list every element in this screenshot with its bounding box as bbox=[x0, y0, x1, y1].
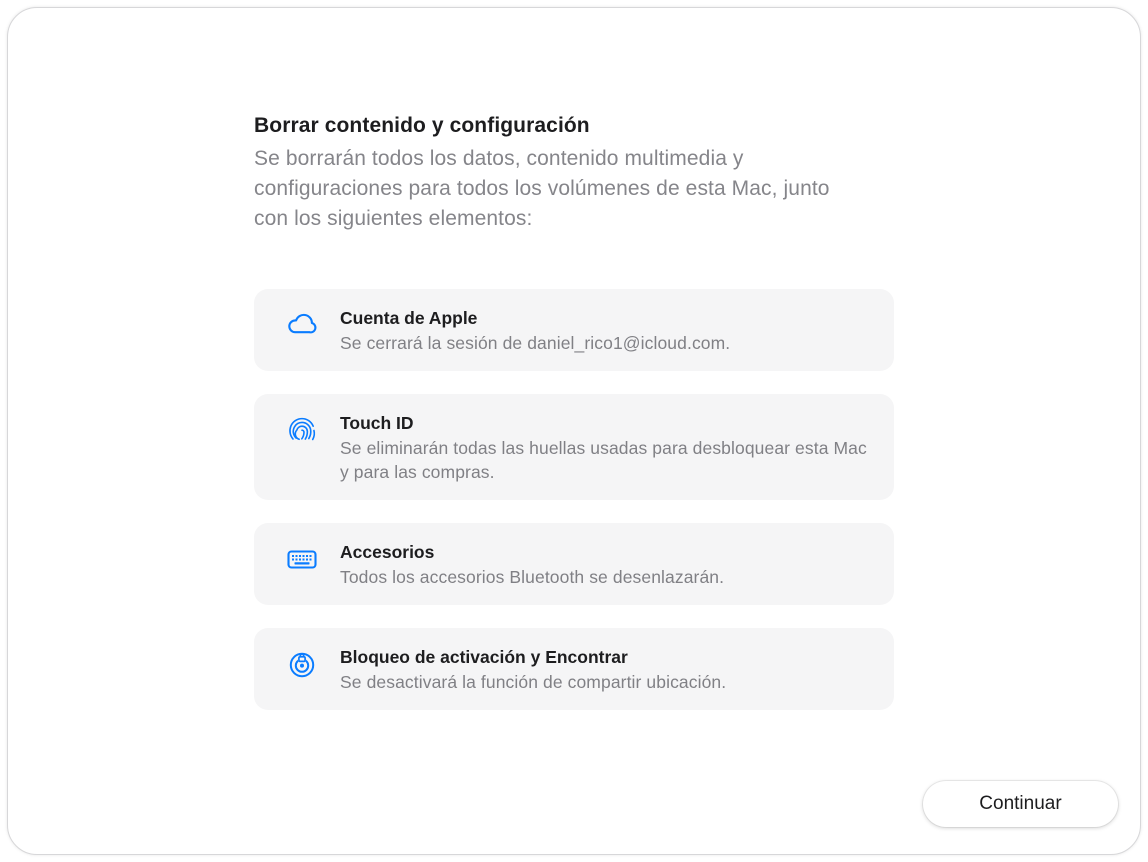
item-description: Se desactivará la función de compartir ubicación. bbox=[340, 672, 727, 692]
item-title: Touch ID bbox=[340, 413, 414, 433]
continue-button[interactable]: Continuar bbox=[923, 781, 1118, 827]
item-description: Se eliminarán todas las huellas usadas para desbloquear esta Mac y para las compras. bbox=[340, 438, 867, 482]
item-title: Bloqueo de activación y Encontrar bbox=[340, 647, 628, 667]
list-item-touch-id bbox=[254, 394, 894, 500]
erased-items-list bbox=[254, 289, 894, 710]
list-item-accessories bbox=[254, 523, 894, 605]
icloud-icon bbox=[284, 304, 320, 346]
erase-content-section bbox=[254, 112, 914, 733]
touch-id-icon bbox=[284, 409, 320, 451]
item-title: Cuenta de Apple bbox=[340, 308, 478, 328]
keyboard-icon bbox=[284, 538, 320, 580]
find-my-icon bbox=[284, 643, 320, 685]
item-text bbox=[340, 642, 726, 694]
item-text bbox=[340, 408, 870, 484]
page-title: Borrar contenido y configuración bbox=[254, 114, 590, 137]
page-description: Se borrarán todos los datos, contenido multimedia y configuraciones para todos los volúmenes de esta Mac, junto con los siguientes elementos: bbox=[254, 147, 830, 230]
list-item-apple-account bbox=[254, 289, 894, 371]
item-text bbox=[340, 303, 730, 355]
item-description: Todos los accesorios Bluetooth se desenlazarán. bbox=[340, 567, 725, 587]
item-text bbox=[340, 537, 724, 589]
item-title: Accesorios bbox=[340, 542, 435, 562]
list-item-activation-lock bbox=[254, 628, 894, 710]
item-description: Se cerrará la sesión de daniel_rico1@icloud.com. bbox=[340, 333, 731, 353]
erase-assistant-window bbox=[7, 7, 1141, 855]
